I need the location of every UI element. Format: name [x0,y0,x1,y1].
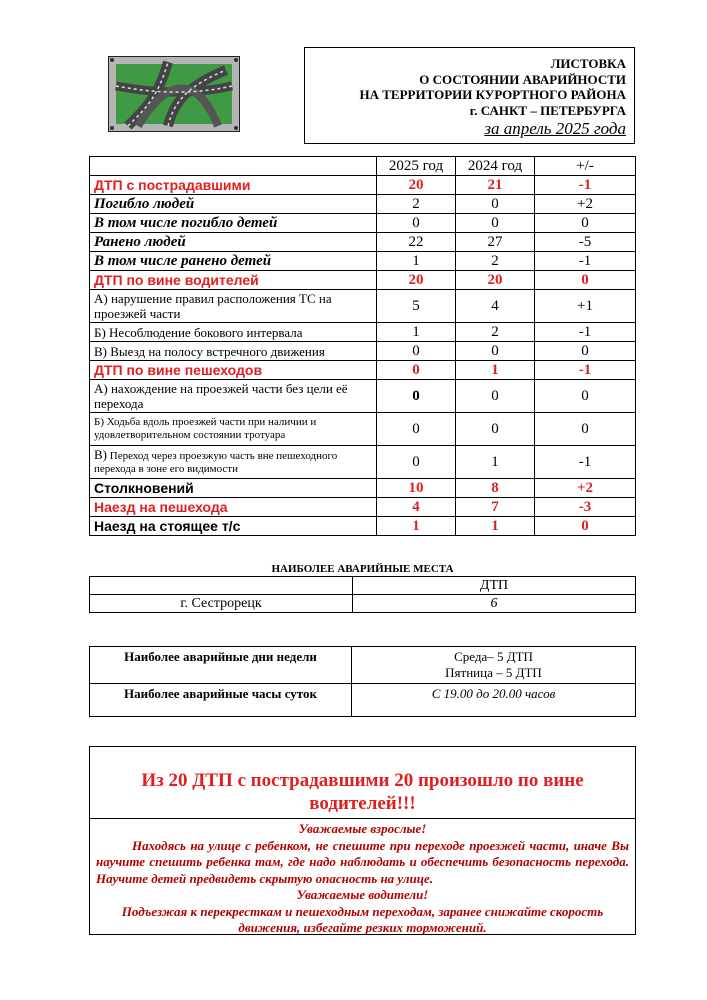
place-value: 6 [353,595,636,613]
days-value [352,647,636,684]
row-label-text: Переход через проезжую часть вне пешеходного перехода в зоне его видимости [94,450,338,475]
col-diff: +/- [535,157,636,176]
value-2025: 4 [377,498,456,517]
value-2025: 2 [377,195,456,214]
row-label: ДТП по вине пешеходов [90,361,377,380]
value-2024: 8 [456,479,535,498]
appeal-box [89,746,636,935]
days-line-1: Среда– 5 ДТП [454,649,533,664]
value-2024: 4 [456,290,535,323]
row-label: А) нарушение правил расположения ТС на проезжей части [90,290,377,323]
row-label: Наезд на пешехода [90,498,377,517]
value-2024: 1 [456,361,535,380]
value-2024: 2 [456,252,535,271]
table-row [90,647,636,684]
value-diff: 0 [535,214,636,233]
value-2025: 20 [377,271,456,290]
table-row [90,323,636,342]
value-2024: 0 [456,195,535,214]
value-2024: 1 [456,517,535,536]
value-diff: +2 [535,479,636,498]
value-diff: 0 [535,271,636,290]
value-diff: -1 [535,446,636,479]
value-diff: +1 [535,290,636,323]
col-2024: 2024 год [456,157,535,176]
row-label-prefix: В) [94,447,107,462]
row-label: А) нахождение на проезжей части без цели её перехода [90,380,377,413]
value-2024: 0 [456,413,535,446]
row-label: В том числе ранено детей [90,252,377,271]
value-2025: 0 [377,380,456,413]
row-label: ДТП с пострадавшими [90,176,377,195]
value-2024: 2 [456,323,535,342]
adults-title: Уважаемые взрослые! [298,821,427,836]
row-label: Ранено людей [90,233,377,252]
drivers-text: Подъезжая к перекресткам и пешеходным переходам, заранее снижайте скорость движения, избегайте резких торможений. [121,903,604,935]
value-diff: 0 [535,342,636,361]
row-label [90,446,377,479]
table-row [90,252,636,271]
value-diff: -3 [535,498,636,517]
table-row [90,342,636,361]
row-label: Наезд на стоящее т/с [90,517,377,536]
value-2024: 1 [456,446,535,479]
days-label: Наиболее аварийные дни недели [90,647,352,684]
row-label: В том числе погибло детей [90,214,377,233]
adults-text: Находясь на улице с ребенком, не спешите при переходе проезжей части, иначе Вы научите спешить ребенка там, где надо наблюдать и обеспечить безопасность перехода. Научите детей предвидеть скрытую опасность на улице. [96,837,629,886]
table-row [90,684,636,717]
table-row [90,290,636,323]
value-diff: -1 [535,252,636,271]
value-2024: 0 [456,380,535,413]
value-2025: 5 [377,290,456,323]
row-label: ДТП по вине водителей [90,271,377,290]
place-name: г. Сестрорецк [90,595,353,613]
table-row [90,498,636,517]
header-period: за апрель 2025 года [484,119,626,138]
table-row [90,380,636,413]
places-col-header: ДТП [353,577,636,595]
header-line-1: ЛИСТОВКА [550,56,626,71]
table-row [90,361,636,380]
accident-stats-table [89,156,636,536]
value-diff: -1 [535,323,636,342]
value-2025: 22 [377,233,456,252]
table-header-row [90,157,636,176]
dangerous-times-table [89,646,636,717]
places-empty-cell [90,577,353,595]
road-junction-logo [108,56,240,132]
table-row [90,595,636,613]
table-row [90,195,636,214]
appeal-body [90,819,635,937]
value-diff: -1 [535,176,636,195]
table-row [90,517,636,536]
header-empty-cell [90,157,377,176]
value-diff: -5 [535,233,636,252]
value-2025: 1 [377,323,456,342]
value-diff: 0 [535,413,636,446]
header-line-3: НА ТЕРРИТОРИИ КУРОРТНОГО РАЙОНА [359,87,626,102]
table-row [90,233,636,252]
value-diff: 0 [535,517,636,536]
row-label: Б) Несоблюдение бокового интервала [90,323,377,342]
row-label: Б) Ходьба вдоль проезжей части при наличии и удовлетворительном состоянии тротуара [90,413,377,446]
row-label: Погибло людей [90,195,377,214]
table-row [90,577,636,595]
value-2025: 1 [377,517,456,536]
row-label: Столкновений [90,479,377,498]
days-line-2: Пятница – 5 ДТП [445,665,542,680]
value-2025: 20 [377,176,456,195]
value-2024: 7 [456,498,535,517]
value-2024: 0 [456,214,535,233]
value-2024: 27 [456,233,535,252]
value-2024: 20 [456,271,535,290]
leaflet-header [304,47,635,144]
header-line-2: О СОСТОЯНИИ АВАРИЙНОСТИ [419,71,626,87]
value-2024: 21 [456,176,535,195]
table-row [90,176,636,195]
value-2025: 0 [377,361,456,380]
value-2025: 0 [377,342,456,361]
value-2024: 0 [456,342,535,361]
dangerous-places-table [89,576,636,613]
value-diff: +2 [535,195,636,214]
value-2025: 10 [377,479,456,498]
table-row [90,413,636,446]
appeal-headline: Из 20 ДТП с пострадавшими 20 произошло по вине водителей!!! [90,747,635,819]
header-line-4: г. САНКТ – ПЕТЕРБУРГА [469,102,626,118]
value-2025: 0 [377,413,456,446]
hours-value: С 19.00 до 20.00 часов [352,684,636,717]
drivers-title: Уважаемые водители! [296,887,429,902]
value-2025: 0 [377,446,456,479]
places-title: НАИБОЛЕЕ АВАРИЙНЫЕ МЕСТА [271,563,454,575]
value-2025: 1 [377,252,456,271]
col-2025: 2025 год [377,157,456,176]
hours-label: Наиболее аварийные часы суток [90,684,352,717]
table-row [90,271,636,290]
row-label: В) Выезд на полосу встречного движения [90,342,377,361]
value-2025: 0 [377,214,456,233]
value-diff: 0 [535,380,636,413]
value-diff: -1 [535,361,636,380]
table-row [90,479,636,498]
table-row [90,446,636,479]
table-row [90,214,636,233]
